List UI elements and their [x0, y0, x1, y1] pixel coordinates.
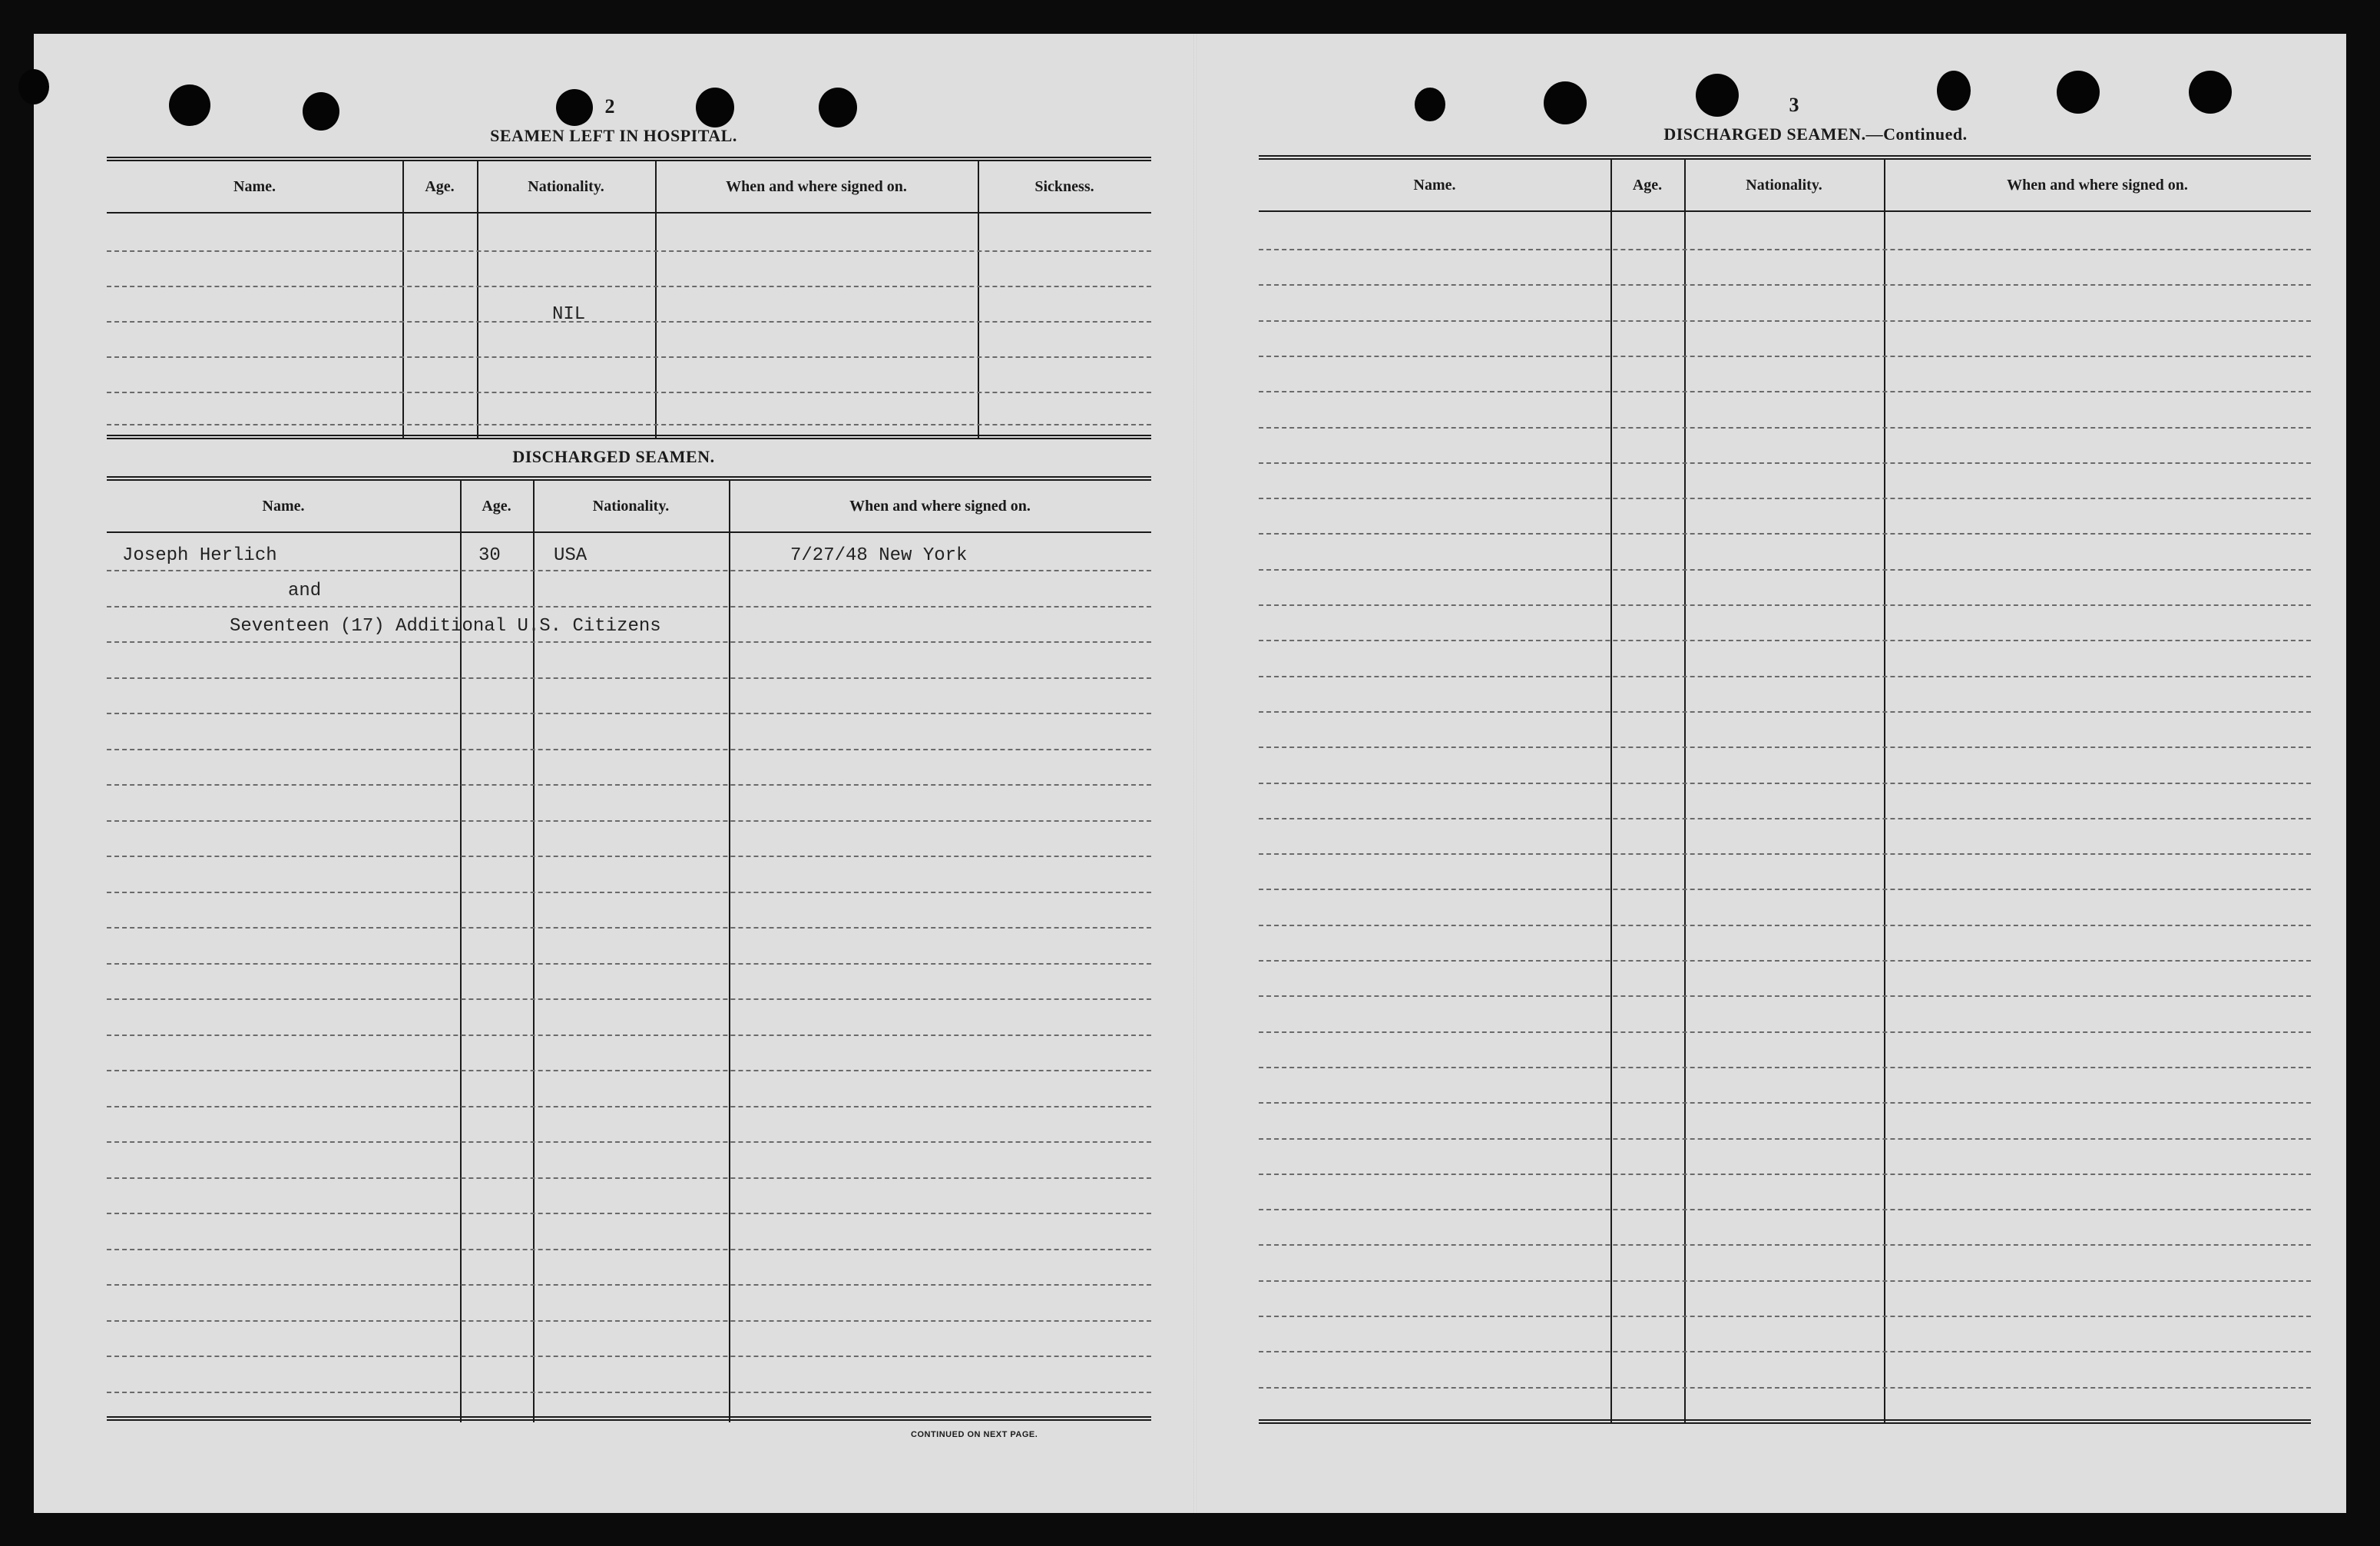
ruled-line	[107, 1106, 1151, 1107]
ruled-line	[1259, 783, 2311, 784]
hospital-table-header	[107, 161, 1151, 214]
seaman-signed-on: 7/27/48 New York	[790, 545, 968, 566]
ruled-line	[1259, 1174, 2311, 1175]
col-header-age: Age.	[1632, 176, 1663, 194]
discharged-continued-title: DISCHARGED SEAMEN.—Continued.	[1663, 124, 1968, 144]
ruled-line	[107, 321, 1151, 323]
ruled-line	[1259, 640, 2311, 641]
column-divider	[729, 481, 730, 1422]
ruled-line	[1259, 498, 2311, 499]
ruled-line	[107, 1070, 1151, 1071]
column-divider	[1884, 160, 1885, 1422]
ruled-line	[1259, 853, 2311, 855]
ruled-line	[107, 1284, 1151, 1286]
right-page	[1193, 34, 2346, 1513]
ruled-line	[107, 1141, 1151, 1143]
ruled-line	[107, 820, 1151, 822]
ruled-line	[107, 392, 1151, 393]
column-divider	[402, 161, 404, 438]
ruled-line	[107, 1213, 1151, 1214]
hospital-nil-entry: NIL	[552, 304, 586, 325]
seaman-name: Joseph Herlich	[122, 545, 277, 566]
ruled-line	[1259, 925, 2311, 926]
ruled-line	[107, 570, 1151, 571]
page-number: 2	[604, 95, 615, 118]
ruled-line	[1259, 1138, 2311, 1140]
ruled-line	[107, 856, 1151, 857]
ruled-line	[1259, 1387, 2311, 1389]
ruled-line	[107, 1320, 1151, 1322]
col-header-signed-on: When and where signed on.	[726, 177, 907, 195]
ruled-line	[1259, 1031, 2311, 1033]
col-header-age: Age.	[425, 177, 455, 195]
col-header-signed-on: When and where signed on.	[849, 497, 1031, 515]
ruled-line	[1259, 356, 2311, 357]
column-divider	[655, 161, 657, 438]
ruled-line	[107, 892, 1151, 893]
ruled-line	[1259, 960, 2311, 962]
col-header-name: Name.	[262, 497, 305, 515]
ruled-line	[1259, 995, 2311, 997]
seaman-age: 30	[478, 545, 501, 566]
ruled-line	[1259, 1244, 2311, 1246]
ruled-line	[107, 1356, 1151, 1357]
seaman-name-continuation: and	[288, 581, 322, 601]
col-header-name: Name.	[233, 177, 276, 195]
ruled-line	[1259, 711, 2311, 713]
continued-footer: CONTINUED ON NEXT PAGE.	[911, 1430, 1038, 1439]
ruled-line	[1259, 462, 2311, 464]
ruled-line	[107, 713, 1151, 714]
section-rule	[107, 1416, 1151, 1421]
page-number: 3	[1789, 94, 1799, 116]
ruled-line	[1259, 533, 2311, 535]
ruled-line	[107, 606, 1151, 607]
ruled-line	[107, 1392, 1151, 1393]
discharged-table-header	[107, 481, 1151, 533]
section-rule	[1259, 1419, 2311, 1424]
ruled-line	[107, 286, 1151, 287]
ruled-line	[1259, 284, 2311, 286]
column-divider	[477, 161, 478, 438]
ruled-line	[1259, 1280, 2311, 1282]
ruled-line	[1259, 1316, 2311, 1317]
ruled-line	[107, 250, 1151, 252]
col-header-nationality: Nationality.	[592, 497, 670, 515]
ruled-line	[107, 424, 1151, 425]
ruled-line	[1259, 676, 2311, 677]
ruled-line	[107, 998, 1151, 1000]
ruled-line	[1259, 249, 2311, 250]
document-sheet	[34, 34, 2346, 1513]
seaman-nationality: USA	[554, 545, 588, 566]
column-divider	[978, 161, 979, 438]
ruled-line	[107, 641, 1151, 643]
ruled-line	[1259, 1351, 2311, 1352]
ruled-line	[107, 1035, 1151, 1036]
section-rule	[107, 435, 1151, 439]
col-header-sickness: Sickness.	[1034, 177, 1094, 195]
ruled-line	[1259, 818, 2311, 819]
discharged-continued-table	[1259, 155, 2311, 1422]
ruled-line	[107, 677, 1151, 679]
hospital-section-title: SEAMEN LEFT IN HOSPITAL.	[490, 126, 737, 145]
ruled-line	[1259, 1209, 2311, 1210]
ruled-line	[1259, 1102, 2311, 1104]
ruled-line	[107, 963, 1151, 965]
ruled-line	[107, 1249, 1151, 1250]
col-header-age: Age.	[482, 497, 511, 515]
ruled-line	[107, 356, 1151, 358]
ruled-line	[1259, 1067, 2311, 1068]
seaman-name-continuation: Seventeen (17) Additional U.S. Citizens	[230, 616, 661, 637]
ruled-line	[1259, 320, 2311, 322]
ruled-line	[107, 749, 1151, 750]
column-divider	[1610, 160, 1612, 1422]
discharged-section-title: DISCHARGED SEAMEN.	[512, 447, 715, 466]
ruled-line	[107, 927, 1151, 929]
col-header-nationality: Nationality.	[1746, 176, 1822, 194]
ruled-line	[1259, 569, 2311, 571]
ruled-line	[1259, 391, 2311, 392]
col-header-name: Name.	[1413, 176, 1456, 194]
ruled-line	[1259, 427, 2311, 429]
column-divider	[1684, 160, 1686, 1422]
col-header-nationality: Nationality.	[528, 177, 604, 195]
ruled-line	[107, 784, 1151, 786]
hospital-table	[107, 157, 1151, 438]
discharged-table	[107, 476, 1151, 1422]
ruled-line	[1259, 604, 2311, 606]
ruled-line	[1259, 747, 2311, 748]
left-page	[34, 34, 1193, 1513]
discharged-continued-header	[1259, 160, 2311, 212]
ruled-line	[107, 1177, 1151, 1179]
col-header-signed-on: When and where signed on.	[2007, 176, 2188, 194]
ruled-line	[1259, 889, 2311, 890]
